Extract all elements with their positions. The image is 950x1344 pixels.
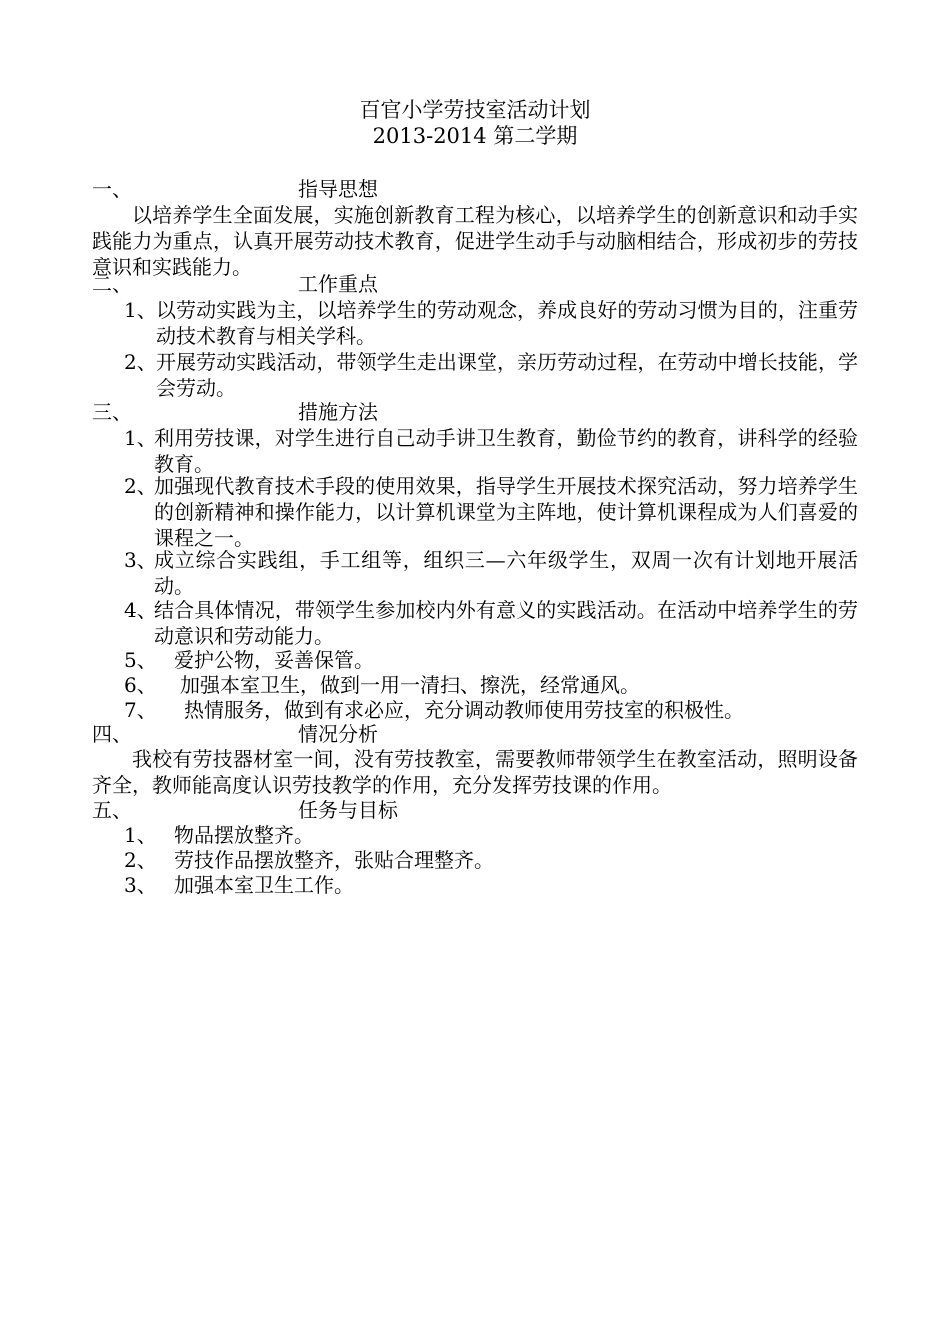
list-item-number: 1、	[124, 298, 157, 322]
section-paragraph: 以培养学生全面发展，实施创新教育工程为核心，以培养学生的创新意识和动手实践能力为重点，认真开展劳动技术教育，促进学生动手与动脑相结合，形成初步的劳技意识和实践能力。	[92, 203, 858, 279]
section-number: 一、	[92, 177, 132, 201]
section-title: 措施方法	[298, 400, 378, 424]
list-item-text: 热情服务，做到有求必应，充分调动教师使用劳技室的积极性。	[184, 698, 744, 722]
section-title: 指导思想	[298, 177, 378, 201]
list-item-text: 结合具体情况，带领学生参加校内外有意义的实践活动。在活动中培养学生的劳动意识和劳动能力。	[154, 598, 858, 648]
list-item-text: 物品摆放整齐。	[174, 823, 314, 847]
list-item-text: 以劳动实践为主，以培养学生的劳动观念，养成良好的劳动习惯为目的，注重劳动技术教育与相关学科。	[156, 298, 858, 348]
section-number: 四、	[92, 722, 132, 746]
section-number: 五、	[92, 798, 132, 822]
list-item-number: 2、	[124, 350, 157, 374]
list-item-number: 7、	[124, 698, 157, 722]
list-item-number: 1、	[124, 426, 157, 450]
list-item	[124, 697, 858, 723]
list-item-number: 1、	[124, 823, 157, 847]
section-heading	[0, 271, 950, 297]
section-heading	[0, 176, 950, 202]
list-item	[124, 425, 858, 477]
section-paragraph: 我校有劳技器材室一间，没有劳技教室，需要教师带领学生在教室活动，照明设备齐全，教师能高度认识劳技教学的作用，充分发挥劳技课的作用。	[92, 747, 858, 797]
section-title: 任务与目标	[298, 798, 398, 822]
list-item-number: 5、	[124, 648, 157, 672]
list-item	[124, 647, 858, 673]
list-item-text: 利用劳技课，对学生进行自己动手讲卫生教育，勤俭节约的教育，讲科学的经验教育。	[154, 426, 858, 476]
list-item-number: 3、	[124, 548, 157, 572]
doc-title: 百官小学劳技室活动计划	[359, 98, 591, 122]
list-item	[124, 473, 858, 551]
list-item-number: 2、	[124, 474, 157, 498]
list-item	[124, 847, 858, 873]
list-item	[124, 672, 858, 698]
list-item-number: 2、	[124, 848, 157, 872]
list-item-text: 加强本室卫生，做到一用一清扫、擦洗，经常通风。	[180, 673, 640, 697]
list-item-text: 开展劳动实践活动，带领学生走出课堂，亲历劳动过程，在劳动中增长技能，学会劳动。	[156, 350, 858, 400]
section-heading	[0, 399, 950, 425]
section-number: 二、	[92, 272, 132, 296]
list-item	[124, 297, 858, 349]
list-item	[124, 547, 858, 599]
list-item-text: 爱护公物，妥善保管。	[174, 648, 374, 672]
list-item	[124, 349, 858, 401]
section-title: 工作重点	[298, 272, 378, 296]
list-item-number: 4、	[124, 598, 157, 622]
list-item-text: 成立综合实践组，手工组等，组织三—六年级学生，双周一次有计划地开展活动。	[154, 548, 858, 598]
list-item-text: 加强本室卫生工作。	[174, 873, 354, 897]
list-item-number: 6、	[124, 673, 157, 697]
section-heading	[0, 721, 950, 747]
section-title: 情况分析	[298, 722, 378, 746]
doc-subtitle: 2013-2014 第二学期	[372, 124, 578, 148]
list-item	[124, 597, 858, 649]
section-heading	[0, 797, 950, 823]
list-item-number: 3、	[124, 873, 157, 897]
list-item-text: 劳技作品摆放整齐，张贴合理整齐。	[174, 848, 494, 872]
list-item-text: 加强现代教育技术手段的使用效果，指导学生开展技术探究活动，努力培养学生的创新精神和操作能力，以计算机课堂为主阵地，使计算机课程成为人们喜爱的课程之一。	[154, 474, 858, 550]
list-item	[124, 872, 858, 898]
section-number: 三、	[92, 400, 132, 424]
list-item	[124, 822, 858, 848]
